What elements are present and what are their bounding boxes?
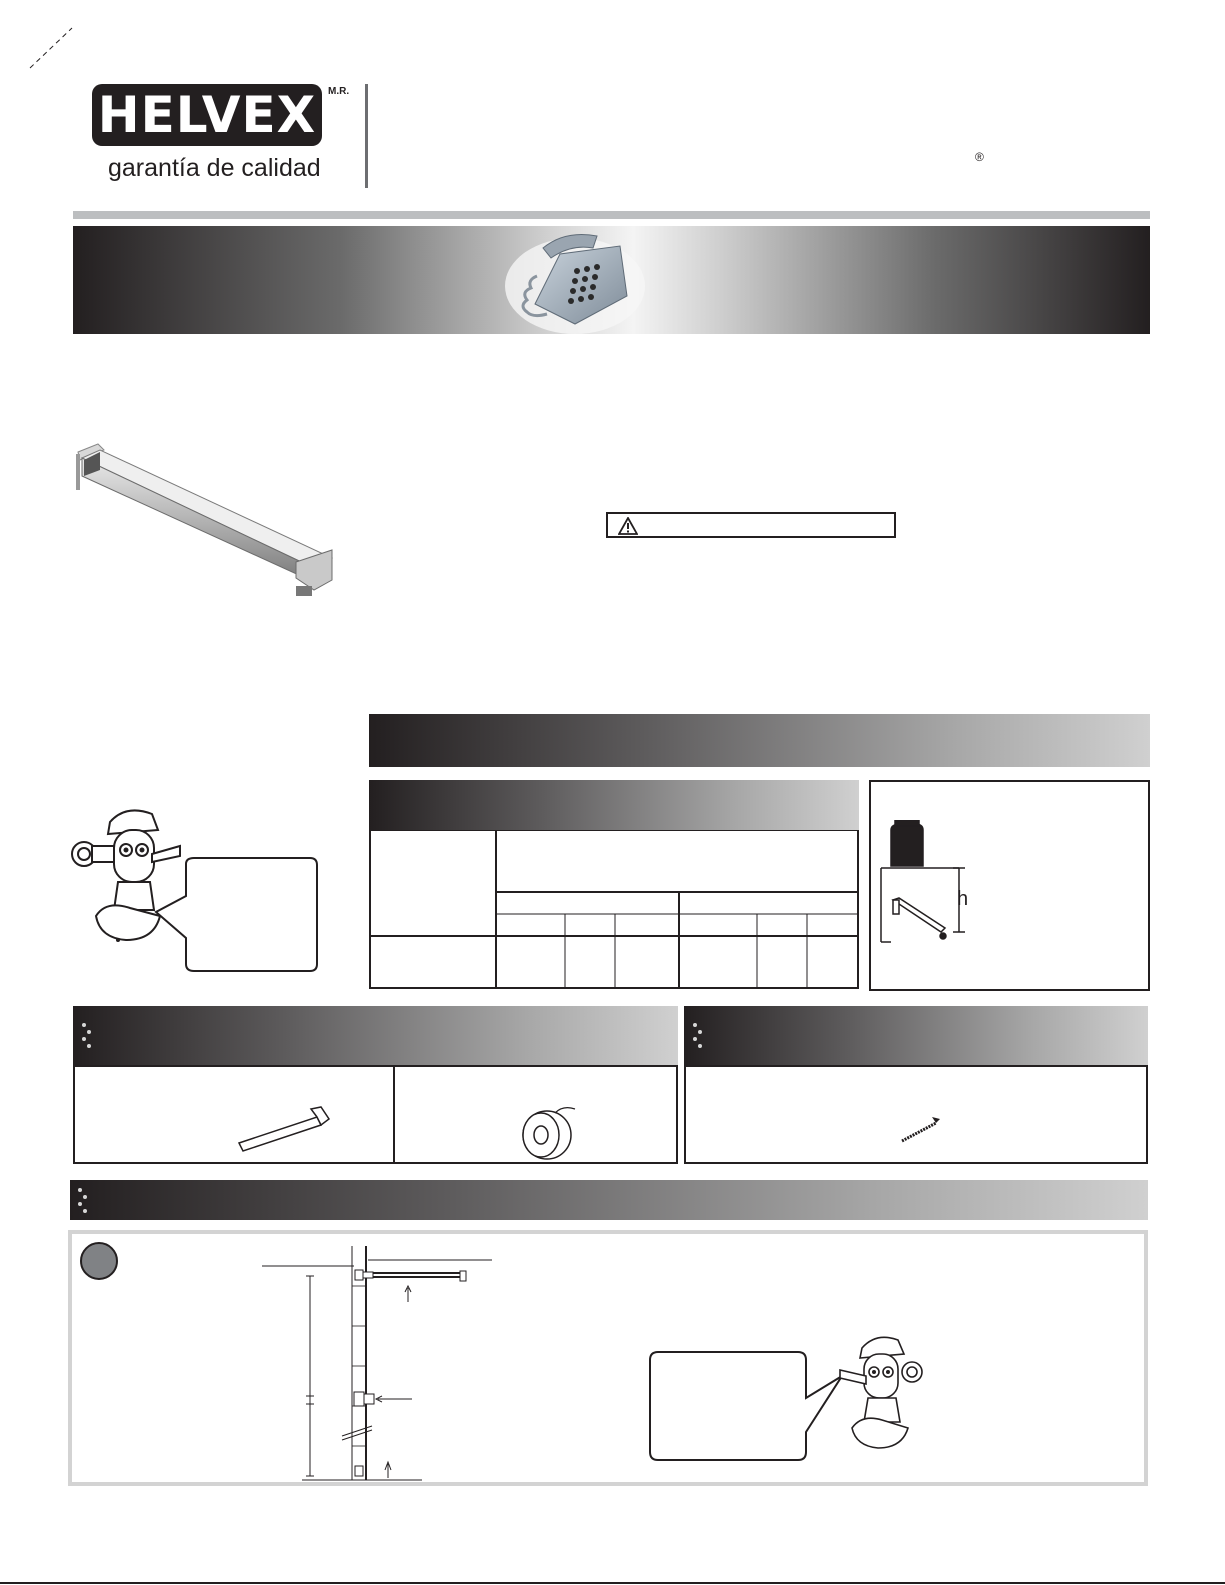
registered-mark: ® <box>975 150 984 164</box>
speech-bubble-left <box>150 856 320 974</box>
plumber-mascot-icon-2 <box>832 1330 928 1450</box>
spec-table-header <box>369 780 859 830</box>
installation-section-header <box>70 1180 1148 1220</box>
warning-box <box>606 512 896 538</box>
installation-wall-diagram <box>262 1240 492 1484</box>
warning-triangle-icon <box>618 517 638 535</box>
helvex-logo <box>92 84 322 146</box>
included-section-header <box>684 1006 1148 1065</box>
logo-text: HELVEX <box>97 86 317 144</box>
spec-table-grid <box>369 830 859 989</box>
small-allen-key-icon <box>900 1115 944 1145</box>
tools-box <box>73 1065 678 1164</box>
logo-trademark: M.R. <box>328 86 350 97</box>
top-rule <box>73 211 1150 219</box>
shower-arm-image <box>70 440 360 605</box>
spec-diagram-box <box>869 780 1150 991</box>
telephone-icon <box>505 226 645 334</box>
crop-mark <box>28 26 74 70</box>
logo-tagline: garantía de calidad <box>108 154 321 182</box>
spec-section-header <box>369 714 1150 767</box>
speech-bubble-right <box>646 1350 846 1462</box>
teflon-tape-icon <box>517 1097 577 1161</box>
installation-step-box <box>68 1230 1148 1486</box>
included-box <box>684 1065 1148 1164</box>
allen-key-icon <box>235 1105 335 1155</box>
tools-section-header <box>73 1006 678 1065</box>
tools-divider <box>393 1067 395 1164</box>
height-dimension-label: h <box>957 888 969 910</box>
spec-table <box>369 830 859 989</box>
header-divider <box>365 84 368 188</box>
page-bottom-rule <box>0 1582 1225 1584</box>
step-number-icon <box>80 1242 118 1280</box>
installation-height-diagram <box>879 820 989 950</box>
